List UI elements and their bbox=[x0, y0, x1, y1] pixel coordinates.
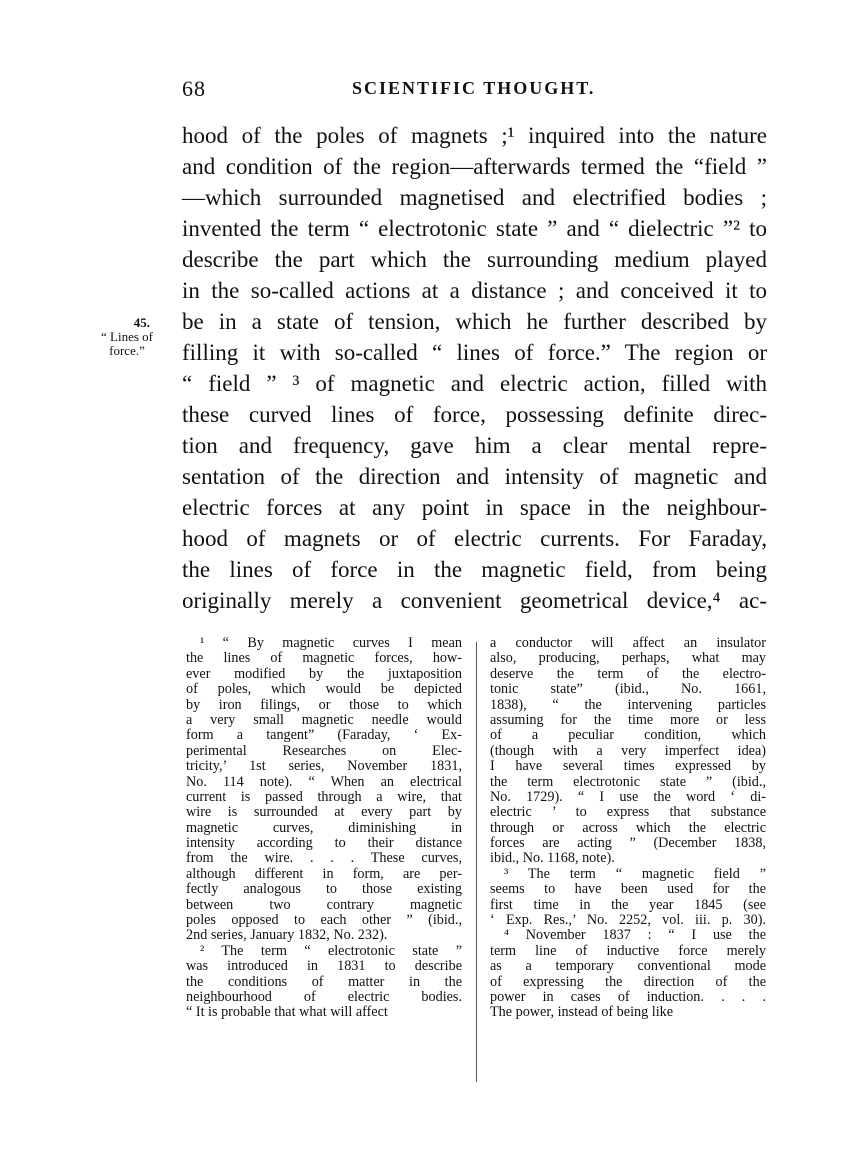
running-title: SCIENTIFIC THOUGHT. bbox=[352, 78, 596, 98]
footnote-line: 2nd series, January 1832, No. 232). bbox=[186, 927, 388, 944]
footnote-line: The power, instead of being like bbox=[490, 1004, 674, 1021]
footnote-line: wire is surrounded at every part by bbox=[186, 804, 462, 821]
footnote-line: a conductor will affect an insulator bbox=[490, 635, 766, 651]
footnote-line: of expressing the direction of the bbox=[490, 973, 766, 990]
footnote-line: form a tangent” (Faraday, ‘ Ex- bbox=[186, 727, 462, 744]
body-text-line: hood of the poles of magnets ;¹ inquired into the nature bbox=[182, 123, 767, 148]
footnote-line: ¹ “ By magnetic curves I mean bbox=[200, 635, 462, 651]
body-text-line: hood of magnets or of electric currents. For Faraday, bbox=[182, 526, 767, 551]
footnote-line: although different in form, are per- bbox=[186, 865, 462, 882]
footnote-line: intensity according to their distance bbox=[186, 835, 462, 852]
footnote-line: the lines of magnetic forces, how- bbox=[186, 650, 462, 667]
footnote-line: power in cases of induction. . . . bbox=[490, 988, 766, 1005]
footnote-line: assuming for the time more or less bbox=[490, 711, 766, 728]
footnote-line: No. 1729). “ I use the word ‘ di- bbox=[490, 788, 766, 805]
page-header bbox=[182, 76, 767, 104]
footnote-line: ³ The term “ magnetic field ” bbox=[504, 865, 766, 882]
footnote-line: as a temporary conventional mode bbox=[490, 958, 766, 975]
footnote-line: the conditions of matter in the bbox=[186, 973, 462, 990]
footnote-line: seems to have been used for the bbox=[490, 881, 766, 898]
footnote-line: 1838), “ the intervening particles bbox=[490, 696, 766, 713]
footnote-line: ‘ Exp. Res.,’ No. 2252, vol. iii. p. 30). bbox=[490, 912, 766, 929]
footnote-line: I have several times expressed by bbox=[490, 758, 766, 775]
body-text-line: “ field ” ³ of magnetic and electric action, filled with bbox=[182, 371, 767, 396]
footnote-line: fectly analogous to those existing bbox=[186, 881, 462, 898]
footnote-line: “ It is probable that what will affect bbox=[186, 1004, 388, 1021]
body-text-line: these curved lines of force, possessing definite direc- bbox=[182, 402, 767, 427]
footnote-line: between two contrary magnetic bbox=[186, 896, 462, 913]
footnote-line: No. 114 note). “ When an electrical bbox=[186, 773, 462, 790]
footnotes-right-column bbox=[490, 636, 766, 1021]
body-text-line: invented the term “ electrotonic state ” and “ dielectric ”² to bbox=[182, 216, 767, 241]
body-text-line: filling it with so-called “ lines of force.” The region or bbox=[182, 340, 767, 365]
footnote-line: by iron filings, or those to which bbox=[186, 696, 462, 713]
body-text-line: the lines of force in the magnetic field, from being bbox=[182, 557, 767, 582]
footnote-line: first time in the year 1845 (see bbox=[490, 896, 766, 913]
footnote-line: of a peculiar condition, which bbox=[490, 727, 766, 744]
margin-note-text: “ Lines of force.” bbox=[101, 329, 153, 358]
body-text-line: electric forces at any point in space in the neighbour- bbox=[182, 495, 767, 520]
footnotes-left-column bbox=[186, 636, 462, 1021]
body-text-line: in the so-called actions at a distance ; and conceived it to bbox=[182, 278, 767, 303]
footnote-line: ever modified by the juxtaposition bbox=[186, 665, 462, 682]
footnote-line: ibid., No. 1168, note). bbox=[490, 850, 615, 867]
footnote-line: from the wire. . . . These curves, bbox=[186, 850, 462, 867]
body-text-line: and condition of the region—afterwards termed the “field ” bbox=[182, 154, 767, 179]
footnote-line: was introduced in 1831 to describe bbox=[186, 958, 462, 975]
body-text-line: originally merely a convenient geometrical device,⁴ ac- bbox=[182, 588, 767, 613]
body-text-line: sentation of the direction and intensity of magnetic and bbox=[182, 464, 767, 489]
footnote-line: tricity,’ 1st series, November 1831, bbox=[186, 758, 462, 775]
footnote-line: current is passed through a wire, that bbox=[186, 788, 462, 805]
margin-note bbox=[86, 316, 168, 358]
column-divider bbox=[476, 642, 477, 1082]
page-number: 68 bbox=[182, 76, 206, 101]
footnote-line: deserve the term of the electro- bbox=[490, 665, 766, 682]
footnote-line: a very small magnetic needle would bbox=[186, 711, 462, 728]
footnote-line: through or across which the electric bbox=[490, 819, 766, 836]
footnote-line: of poles, which would be depicted bbox=[186, 681, 462, 698]
footnote-line: perimental Researches on Elec- bbox=[186, 742, 462, 759]
footnote-line: term line of inductive force merely bbox=[490, 942, 766, 959]
footnote-line: tonic state” (ibid., No. 1661, bbox=[490, 681, 766, 698]
footnote-line: neighbourhood of electric bodies. bbox=[186, 988, 462, 1005]
footnote-line: also, producing, perhaps, what may bbox=[490, 650, 766, 667]
footnote-line: poles opposed to each other ” (ibid., bbox=[186, 912, 462, 929]
footnote-line: ⁴ November 1837 : “ I use the bbox=[504, 927, 766, 944]
body-text bbox=[182, 120, 767, 616]
body-text-line: —which surrounded magnetised and electrified bodies ; bbox=[182, 185, 767, 210]
footnote-line: (though with a very imperfect idea) bbox=[490, 742, 766, 759]
footnote-line: the term electrotonic state ” (ibid., bbox=[490, 773, 766, 790]
footnote-line: ² The term “ electrotonic state ” bbox=[200, 942, 462, 959]
margin-note-number: 45. bbox=[133, 315, 150, 330]
footnote-line: forces are acting ” (December 1838, bbox=[490, 835, 766, 852]
footnote-line: magnetic curves, diminishing in bbox=[186, 819, 462, 836]
footnote-line: electric ’ to express that substance bbox=[490, 804, 766, 821]
body-text-line: be in a state of tension, which he further described by bbox=[182, 309, 767, 334]
body-text-line: describe the part which the surrounding medium played bbox=[182, 247, 767, 272]
body-text-line: tion and frequency, gave him a clear mental repre- bbox=[182, 433, 767, 458]
